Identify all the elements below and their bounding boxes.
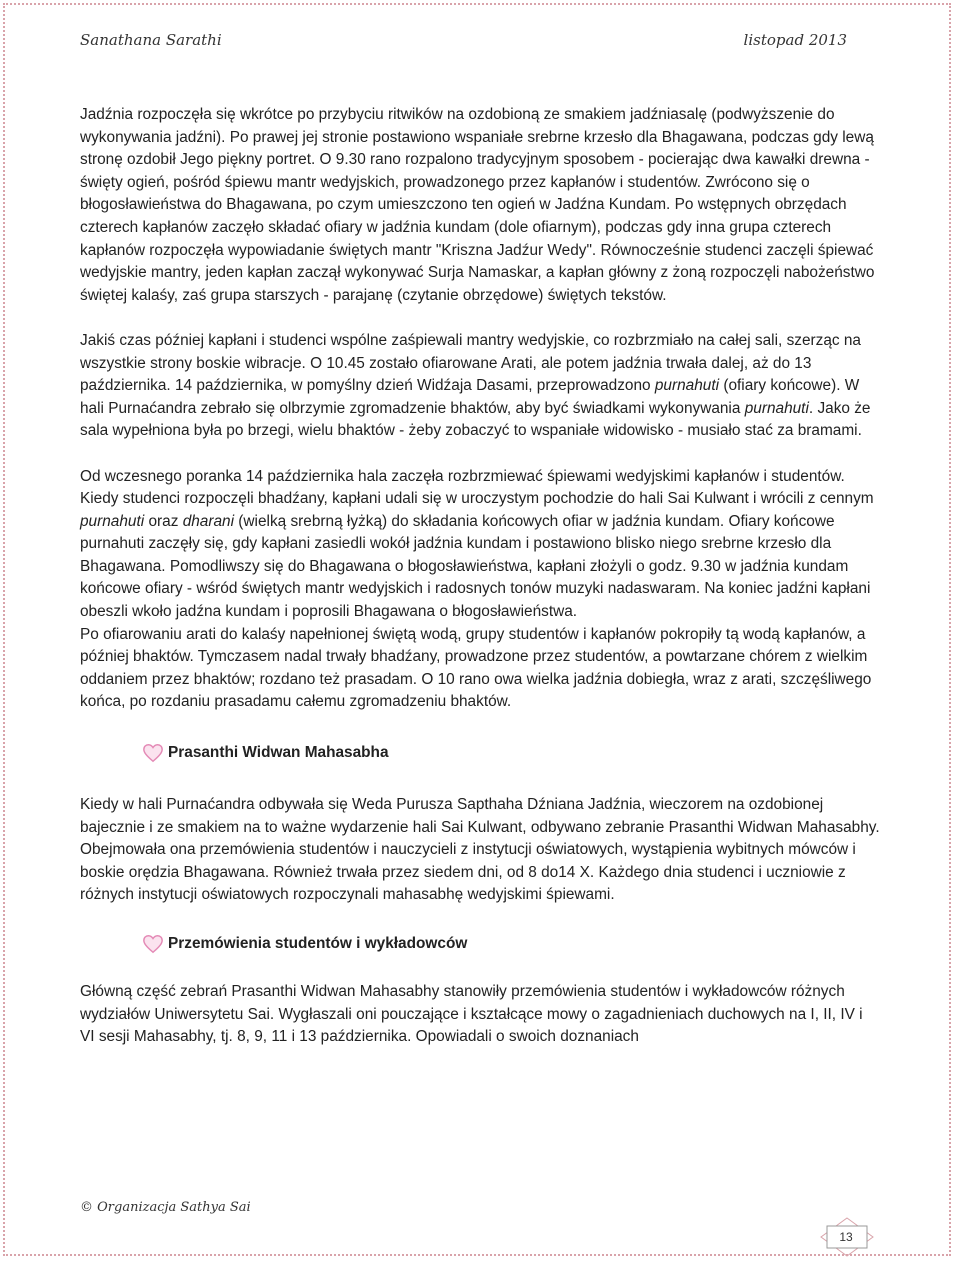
header-magazine-title: Sanathana Sarathi [80,31,222,49]
paragraph-arati: Po ofiarowaniu arati do kalaśy napełnionej świętą wodą, grupy studentów i kapłanów pokropiły tą wodą kapłanów, a później bhaktów. Tymczasem nadal trwały bhadźany, prowadzone przez studentów, a powtarzane chórem z wielkim oddaniem przez bhaktów; rozdano też prasadam. O 10 rano owa wielka jadźnia dobiegła, wraz z arati, szczęśliwego końca, po rozdaniu prasadamu całemu zgromadzeniu bhaktów. [80,625,872,711]
footer-copyright: © Organizacja Sathya Sai [80,1200,251,1215]
heading-prasanthi-widwan-mahasabha: Prasanthi Widwan Mahasabha [168,743,389,761]
article-body [80,104,880,1049]
paragraph-mahasabha: Kiedy w hali Purnaćandra odbywała się Weda Purusza Sapthaha Dźniana Jadźnia, wieczorem na ozdobionej bajecznie i ze smakiem na to ważne wydarzenie hali Sai Kulwant, odbywano zebranie Prasanthi Widwan Mahasabhy. Obejmowała ona przemówienia studentów i nauczycieli z instytucji oświatowych, wystąpienia wybitnych mówców i boskie orędzia Bhagawana. Również trwała przez siedem dni, od 8 do14 X. Każdego dnia studenci i uczniowie z różnych instytucji oświatowych rozpoczynali mahasabhę wedyjskimi śpiewami. [80,796,880,904]
heading-student-lecturer-speeches: Przemówienia studentów i wykładowców [168,934,468,952]
paragraph-speeches: Główną część zebrań Prasanthi Widwan Mahasabhy stanowiły przemówienia studentów i wykładowców różnych wydziałów Uniwersytetu Sai. Wygłaszali oni pouczające i kształcące mowy o zagadnieniach duchowych na I, II, IV i VI sesji Mahasabhy, tj. 8, 9, 11 i 13 października. Opowiadali o swoich doznaniach [80,983,863,1046]
section-heading-speeches [142,929,880,959]
header-issue-date: listopad 2013 [743,31,847,49]
paragraph-final-offerings: Od wczesnego poranka 14 października hala zaczęła rozbrzmiewać śpiewami wedyjskimi kapłanów i studentów. Kiedy studenci rozpoczęli bhadźany, kapłani udali się w uroczystym pochodzie do hali Sai Kulwant i wrócili z cennym purnahuti oraz dharani (wielką srebrną łyżką) do składania końcowych ofiar w jadźnia kundam. Ofiary końcowe purnahuti zaczęły się, gdy kapłani zasiedli wokół jadźnia kundam i postawiono blisko niego srebrne krzesło dla Bhagawana. Pomodliwszy się do Bhagawana o błogosławieństwa, kapłani złożyli o godz. 9.30 w jadźnia kundam końcowe ofiary - wśród świętych mantr wedyjskich i radosnych tonów muzyki nadaswaram. Na koniec jadźni kapłani obeszli wkoło jadźna kundam i poprosili Bhagawana o błogosławieństwa. [80,467,874,621]
page-number: 13 [839,1230,853,1244]
paragraph-purnahuti: Jakiś czas później kapłani i studenci wspólne zaśpiewali mantry wedyjskie, co rozbrzmiało na całej sali, szerząc na wszystkie strony boskie wibracje. O 10.45 zostało ofiarowane Arati, ale potem jadźnia trwała dalej, aż do 13 października. 14 października, w pomyślny dzień Widźaja Dasami, przeprowadzono purnahuti (ofiary końcowe). W hali Purnaćandra zebrało się olbrzymie zgromadzenie bhaktów, aby być świadkami wykonywania purnahuti. Jako że sala wypełniona była po brzegi, wielu bhaktów - żeby zobaczyć to wspaniałe widowisko - musiało stać za bramami. [80,331,871,440]
heart-icon [142,742,164,764]
paragraph-yajna-start: Jadźnia rozpoczęła się wkrótce po przybyciu ritwików na ozdobioną ze smakiem jadźniasalę (podwyższenie do wykonywania jadźni). Po prawej jej stronie postawiono wspaniałe srebrne krzesło dla Bhagawana, podczas gdy lewą stronę ozdobił Jego piękny portret. O 9.30 rano rozpalono tradycyjnym sposobem - pocierając dwa kawałki drewna - święty ogień, pośród śpiewu mantr wedyjskich, prowadzonego przez kapłanów i studentów. Zwrócono się o błogosławieństwa do Bhagawana, po czym umieszczono ten ogień w Jadźna Kundam. Po wstępnych obrzędach czterech kapłanów zaczęło składać ofiary w jadźnia kundam (dole ofiarnym), podczas gdy inna grupa czterech kapłanów rozpoczęła wypowiadanie świętych mantr "Kriszna Jadźur Wedy". Równocześnie studenci zaczęli śpiewać wedyjskie mantry, jeden kapłan zaczął wykonywać Surja Namaskar, a kapłan główny z żoną rozpoczęli nabożeństwo świętej kalaśy, zaś grupa starszych - parajanę (czytanie obrzędowe) świętych tekstów. [80,106,875,304]
section-heading-mahasabha [142,738,880,768]
heart-icon [142,933,164,955]
